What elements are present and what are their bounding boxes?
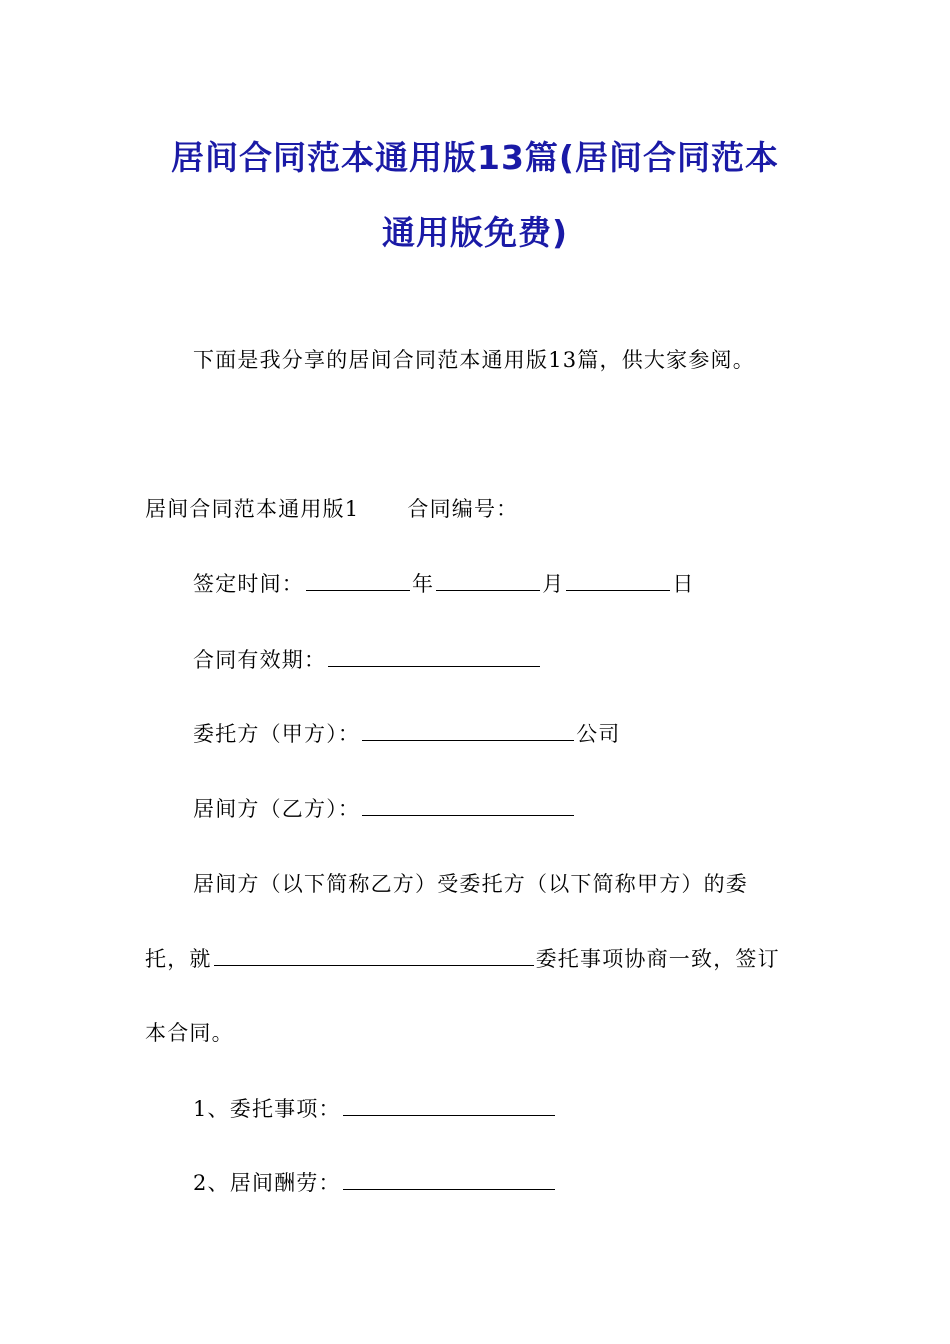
sign-time-row <box>193 570 695 598</box>
sign-time-label: 签定时间： <box>193 572 304 596</box>
item-1-row <box>193 1095 557 1123</box>
document-title-line-2: 通用版免费) <box>381 213 569 252</box>
party-a-row <box>193 720 621 748</box>
intro-paragraph: 下面是我分享的居间合同范本通用版13篇，供大家参阅。 <box>193 348 755 372</box>
validity-blank <box>328 646 540 667</box>
party-a-suffix: 公司 <box>576 722 621 746</box>
validity-label: 合同有效期： <box>193 648 327 672</box>
paragraph-line-2-end: 委托事项协商一致，签订 <box>535 947 780 971</box>
sign-year-blank <box>306 570 410 591</box>
year-label: 年 <box>412 572 435 596</box>
paragraph-line-2 <box>145 945 780 973</box>
contract-heading: 居间合同范本通用版1 <box>145 497 360 521</box>
contract-number-label: 合同编号： <box>407 497 519 521</box>
day-label: 日 <box>672 572 695 596</box>
item-2-blank <box>343 1169 555 1190</box>
sign-month-blank <box>436 570 540 591</box>
item-2-label: 2、居间酬劳： <box>193 1171 341 1195</box>
month-label: 月 <box>542 572 565 596</box>
paragraph-line-1: 居间方（以下简称乙方）受委托方（以下简称甲方）的委 <box>193 872 748 896</box>
matter-blank <box>214 945 534 966</box>
item-2-row <box>193 1169 557 1197</box>
sign-day-blank <box>566 570 670 591</box>
contract-heading-row <box>145 495 518 523</box>
paragraph-line-2-start: 托，就 <box>145 947 212 971</box>
item-1-blank <box>343 1095 555 1116</box>
item-1-label: 1、委托事项： <box>193 1097 341 1121</box>
validity-row <box>193 646 542 674</box>
party-b-blank <box>362 795 574 816</box>
party-b-label: 居间方（乙方）： <box>193 797 361 821</box>
document-title-line-1: 居间合同范本通用版13篇(居间合同范本 <box>170 138 779 177</box>
party-b-row <box>193 795 576 823</box>
party-a-label: 委托方（甲方）： <box>193 722 361 746</box>
party-a-blank <box>362 720 574 741</box>
paragraph-line-3: 本合同。 <box>145 1021 234 1045</box>
